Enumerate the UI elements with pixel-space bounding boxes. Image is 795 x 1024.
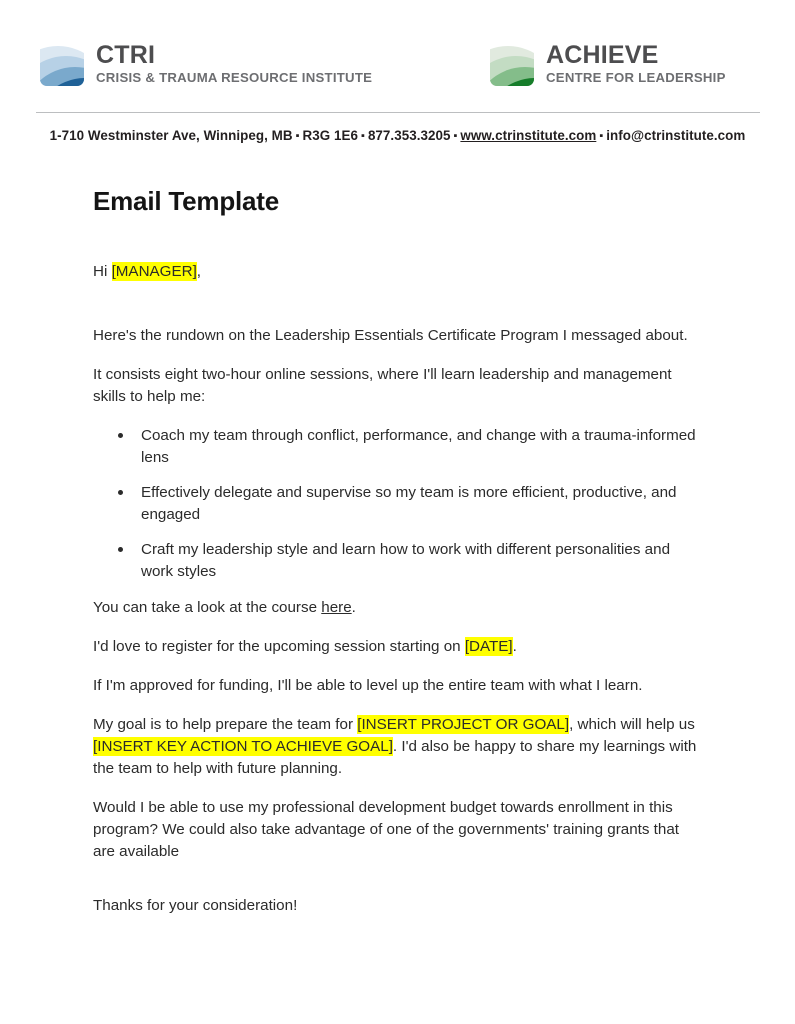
placeholder-project-or-goal[interactable]: [INSERT PROJECT OR GOAL] — [357, 716, 570, 734]
placeholder-key-action[interactable]: [INSERT KEY ACTION TO ACHIEVE GOAL] — [93, 738, 393, 756]
greeting-prefix: Hi — [93, 262, 112, 280]
contact-line — [0, 128, 795, 143]
greeting-line — [93, 261, 705, 283]
funding-paragraph: If I'm approved for funding, I'll be able to level up the entire team with what I learn. — [93, 677, 643, 695]
letterhead — [0, 38, 795, 100]
bullet-icon — [118, 490, 123, 495]
contact-postal-code: R3G 1E6 — [302, 128, 358, 143]
brand-ctri — [40, 42, 372, 86]
brand-achieve — [490, 42, 726, 86]
register-paragraph — [93, 636, 705, 658]
bullet-icon — [118, 547, 123, 552]
contact-website-link[interactable]: www.ctrinstitute.com — [460, 128, 597, 143]
bullet-icon — [118, 433, 123, 438]
goal-part-1: My goal is to help prepare the team for — [93, 716, 358, 734]
greeting-suffix: , — [196, 262, 202, 280]
achieve-name: ACHIEVE — [546, 40, 659, 69]
ctri-wordmark — [96, 40, 373, 85]
intro-paragraph: Here's the rundown on the Leadership Essentials Certificate Program I messaged about. — [93, 326, 688, 344]
course-link-paragraph — [93, 597, 705, 619]
header-divider — [36, 112, 760, 113]
consists-paragraph: It consists eight two-hour online sessions, where I'll learn leadership and management skills to help me: — [93, 365, 672, 405]
course-here-link[interactable]: here — [321, 599, 352, 616]
goal-paragraph — [93, 714, 705, 780]
separator-icon: ▪ — [599, 130, 604, 142]
separator-icon: ▪ — [360, 130, 365, 142]
contact-email: info@ctrinstitute.com — [606, 128, 746, 143]
contact-phone: 877.353.3205 — [367, 128, 451, 143]
goal-part-3: . I'd also be happy to share my learnings with the team to help with future planning. — [93, 738, 697, 778]
separator-icon: ▪ — [453, 130, 458, 142]
contact-address: 1-710 Westminster Ave, Winnipeg, MB — [49, 128, 293, 143]
achieve-arc-logo-icon — [490, 42, 534, 86]
goal-part-2: , which will help us — [569, 716, 695, 734]
course-link-prefix: You can take a look at the course — [93, 599, 322, 616]
course-link-suffix: . — [351, 599, 356, 616]
benefit-text: Effectively delegate and supervise so my team is more efficient, productive, and engaged — [141, 483, 677, 523]
separator-icon: ▪ — [295, 130, 300, 142]
ctri-arc-logo-icon — [40, 42, 84, 86]
list-item — [93, 425, 705, 469]
benefit-text: Coach my team through conflict, performance, and change with a trauma-informed lens — [141, 426, 696, 466]
closing-paragraph: Thanks for your consideration! — [93, 897, 298, 915]
achieve-tagline: CENTRE FOR LEADERSHIP — [546, 69, 726, 85]
page-title: Email Template — [93, 186, 280, 216]
ctri-tagline: CRISIS & TRAUMA RESOURCE INSTITUTE — [96, 69, 373, 85]
achieve-wordmark — [546, 40, 726, 85]
benefits-list — [93, 425, 705, 583]
register-prefix: I'd love to register for the upcoming session starting on — [93, 638, 465, 656]
list-item — [93, 482, 705, 526]
list-item — [93, 539, 705, 583]
placeholder-manager[interactable]: [MANAGER] — [111, 262, 197, 280]
budget-paragraph: Would I be able to use my professional development budget towards enrollment in this program? We could also take advantage of one of the governments' training grants that are available — [93, 799, 680, 861]
email-template-body — [93, 183, 705, 934]
register-suffix: . — [512, 638, 517, 656]
benefit-text: Craft my leadership style and learn how to work with different personalities and work styles — [141, 540, 671, 580]
ctri-name: CTRI — [96, 40, 156, 69]
placeholder-date[interactable]: [DATE] — [464, 638, 513, 656]
